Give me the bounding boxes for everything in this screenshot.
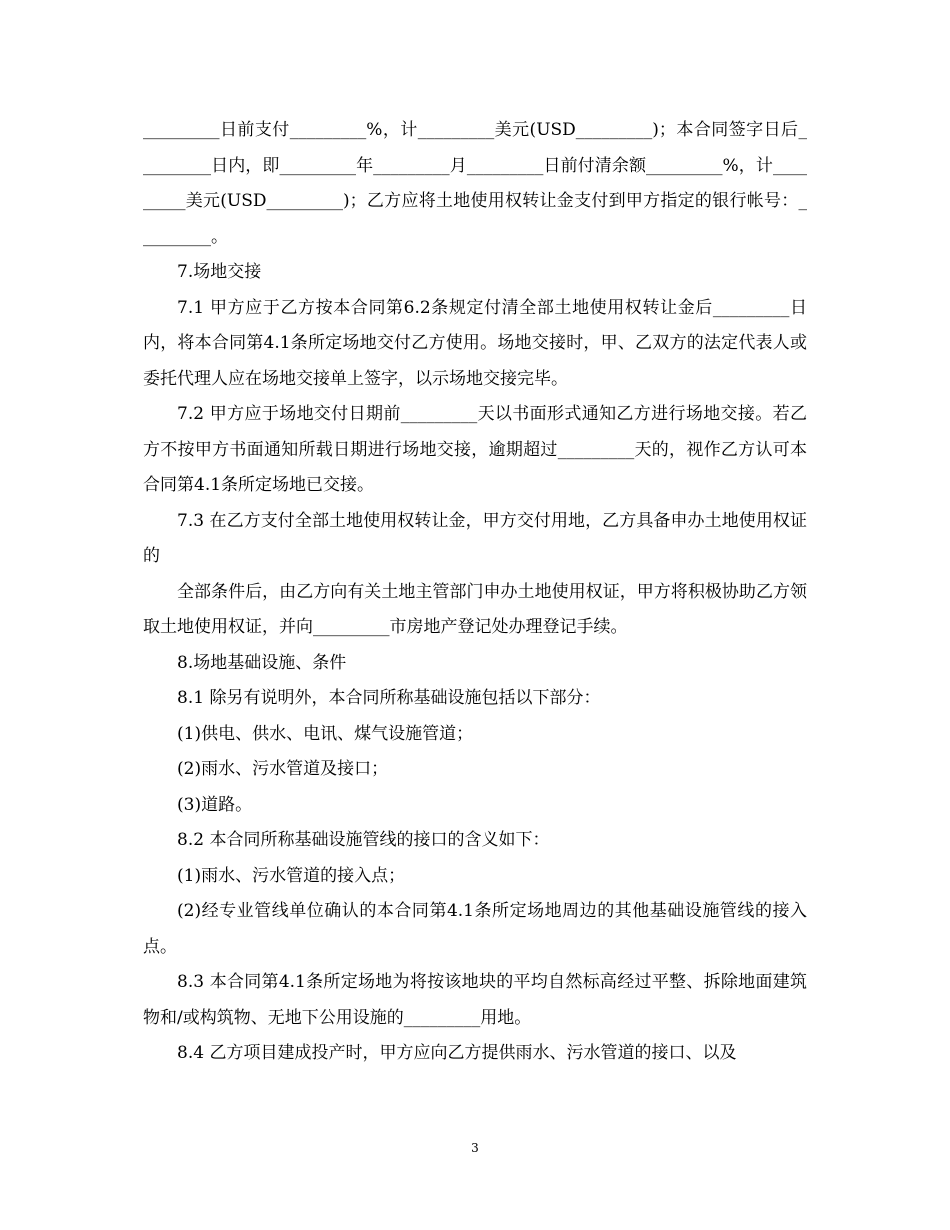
page-number: 3 <box>471 1141 479 1155</box>
clause-7-2: 7.2 甲方应于场地交付日期前_________天以书面形式通知乙方进行场地交接。若乙方不按甲方书面通知所载日期进行场地交接，逾期超过_________天的，视作乙方认可本合同第4.1条所定场地已交接。 <box>143 404 807 495</box>
list-item-8-1-2: (2)雨水、污水管道及接口； <box>177 759 389 779</box>
clause-7-3-continued: 全部条件后，由乙方向有关土地主管部门申办土地使用权证，甲方将积极协助乙方领取土地使用权证，并向_________市房地产登记处办理登记手续。 <box>143 581 807 637</box>
list-item-8-2-1: (1)雨水、污水管道的接入点； <box>177 865 406 886</box>
list-item-8-1-1: (1)供电、供水、电讯、煤气设施管道； <box>177 723 474 744</box>
clause-7-3: 7.3 在乙方支付全部土地使用权转让金，甲方交付用地，乙方具备申办土地使用权证的 <box>143 510 807 566</box>
clause-8-2: 8.2 本合同所称基础设施管线的接口的含义如下： <box>177 830 550 850</box>
clause-8-4: 8.4 乙方项目建成投产时，甲方应向乙方提供雨水、污水管道的接口、以及 <box>177 1043 737 1063</box>
list-item-8-2-2: (2)经专业管线单位确认的本合同第4.1条所定场地周边的其他基础设施管线的接入点。 <box>143 901 807 957</box>
clause-8-1: 8.1 除另有说明外，本合同所称基础设施包括以下部分： <box>177 688 601 708</box>
list-item-8-1-3: (3)道路。 <box>177 794 253 815</box>
heading-site-handover: 7.场地交接 <box>177 262 262 282</box>
clause-8-3: 8.3 本合同第4.1条所定场地为将按该地块的平均自然标高经过平整、拆除地面建筑物和/或构筑物、无地下公用设施的_________用地。 <box>143 972 807 1028</box>
heading-infrastructure: 8.场地基础设施、条件 <box>177 652 347 673</box>
document-body <box>143 113 807 1072</box>
clause-7-1: 7.1 甲方应于乙方按本合同第6.2条规定付清全部土地使用权转让金后_________日内，将本合同第4.1条所定场地交付乙方使用。场地交接时，甲、乙双方的法定代表人或委托代理人应在场地交接单上签字，以示场地交接完毕。 <box>143 297 807 389</box>
paragraph-payment-terms: _________日前支付_________%，计_________美元(USD_________)；本合同签字日后_________日内，即_________年_________月_________日前付清余额_________%，计_________美元(USD_________)；乙方应将土地使用权转让金支付到甲方指定的银行帐号：_________。 <box>143 120 807 247</box>
